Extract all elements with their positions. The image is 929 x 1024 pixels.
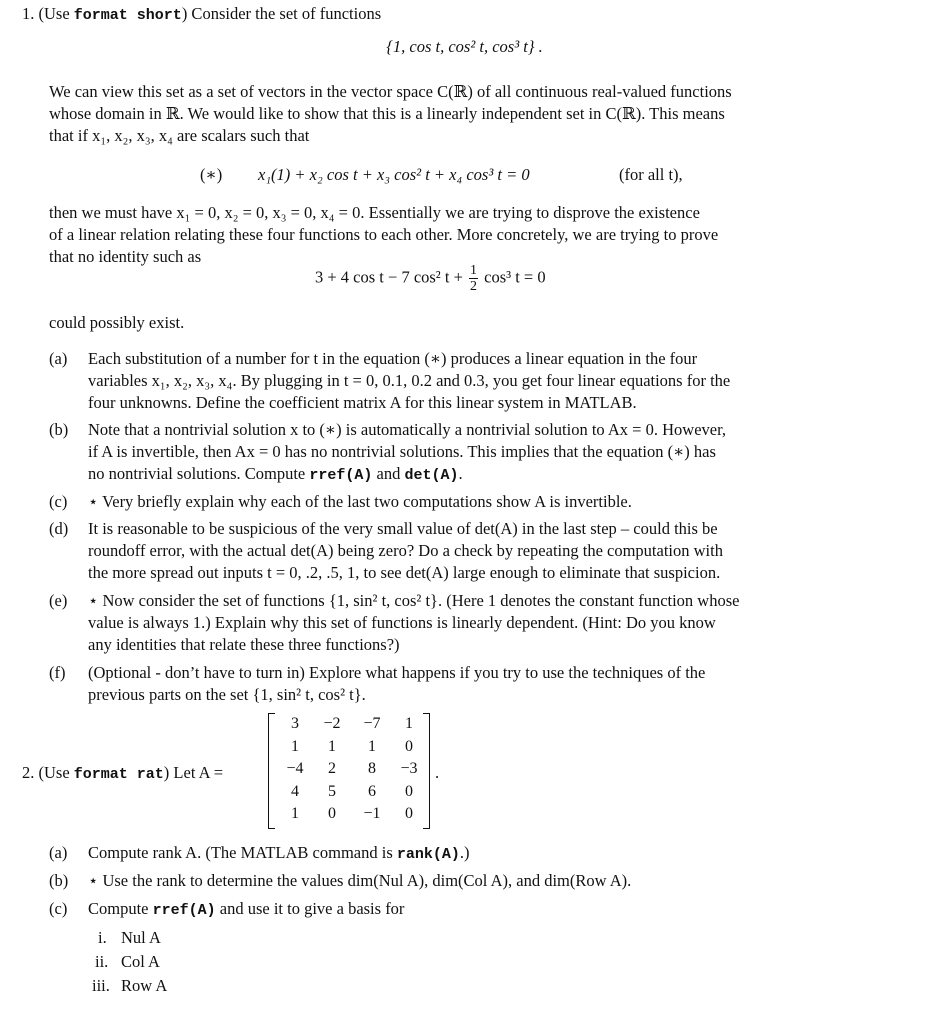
paragraph-line: of a linear relation relating these four functions to each other. More concretely, we are trying to prove [49,225,719,244]
part-d-label: (d) [49,519,69,538]
matrix-a [268,713,430,829]
part-a-line: variables x₁, x₂, x₃, x₄. By plugging in t = 0, 0.1, 0.2 and 0.3, you get four linear equations for the [88,371,731,390]
subitem-text: Nul A [121,928,161,947]
part-e-label: (e) [49,591,68,610]
matrix-cell: 1 [368,737,376,755]
star-equation: x₁(1) + x₂ cos t + x₃ cos² t + x₄ cos³ t = 0 [258,165,530,184]
part-d-line: It is reasonable to be suspicious of the very small value of det(A) in the last step – could this be [88,519,718,538]
part-b-line: Note that a nontrivial solution x to (∗) is automatically a nontrivial solution to Ax = 0. However, [88,420,727,439]
part-c-label: (c) [49,492,68,511]
problem-number: 2. [22,763,35,782]
fraction-denominator: 2 [470,279,478,294]
subitem-text: Col A [121,952,160,971]
matrix-cell: 2 [328,760,336,778]
fraction [469,263,478,294]
subitem-text: Row A [121,976,168,995]
matrix-cell: −2 [323,715,341,732]
matrix-cell: 1 [291,805,299,823]
subitem-label: iii. [92,976,110,995]
matrix-cell: 4 [291,782,299,800]
part-a-line: four unknowns. Define the coefficient matrix A for this linear system in MATLAB. [88,393,637,412]
matrix-cell: 1 [328,737,336,755]
matrix-cell: 1 [405,715,413,732]
star-note: (for all t), [619,165,683,184]
p2-part-a-line [88,843,470,863]
text: no nontrivial solutions. Compute [88,464,310,483]
text: and use it to give a basis for [215,899,405,918]
part-f-line: previous parts on the set {1, sin² t, cos² t}. [88,685,366,704]
p2-part-b-label: (b) [49,871,69,890]
matrix-cell: 0 [405,737,413,755]
matrix-cell: −7 [363,715,381,732]
matrix-cell: 5 [328,782,336,800]
rref-command: rref(A) [309,467,373,484]
format-command: format short [73,7,182,24]
fraction-numerator: 1 [470,263,478,278]
part-e-line: ⋆ Now consider the set of functions {1, sin² t, cos² t}. (Here 1 denotes the constant function whose [88,591,740,610]
matrix-cell: 3 [291,715,299,732]
part-f-label: (f) [49,663,66,682]
p2-part-c-label: (c) [49,899,68,918]
subitem-label: i. [98,928,107,947]
matrix-cell: −1 [363,805,381,823]
matrix-cell: 0 [328,805,336,823]
paragraph-line: that if x₁, x₂, x₃, x₄ are scalars such that [49,126,310,145]
det-command: det(A) [404,467,459,484]
text: . [458,464,463,483]
matrix-cell: −3 [400,760,418,778]
rank-command: rank(A) [396,846,460,863]
format-open: (Use [38,4,74,23]
p2-part-c-line [88,899,404,919]
identity-equation [315,263,546,294]
p2-part-b-line: ⋆ Use the rank to determine the values dim(Nul A), dim(Col A), and dim(Row A). [88,871,632,890]
function-set: {1, cos t, cos² t, cos³ t} . [386,37,543,56]
problem-1-header [22,4,381,24]
text: and [372,464,405,483]
part-b-line: if A is invertible, then Ax = 0 has no nontrivial solutions. This implies that the equation (∗) has [88,442,716,461]
part-c-line: ⋆ Very briefly explain why each of the last two computations show A is invertible. [88,492,632,511]
left-bracket [268,713,275,829]
matrix-cell: 0 [405,782,413,800]
right-bracket [423,713,430,829]
text: .) [459,843,470,862]
format-command: format rat [73,766,164,783]
text: Compute [88,899,153,918]
identity-left: 3 + 4 cos t − 7 cos² t + [315,267,463,287]
matrix-cell: 8 [368,760,376,778]
part-d-line: roundoff error, with the actual det(A) being zero? Do a check by repeating the computation with [88,541,723,560]
matrix-cell: −4 [286,760,304,778]
matrix-cell: 1 [291,737,299,755]
rref-command: rref(A) [152,902,216,919]
problem-2-header [22,763,223,783]
matrix-cell: 6 [368,782,376,800]
p2-part-a-label: (a) [49,843,68,862]
paragraph-line: then we must have x₁ = 0, x₂ = 0, x₃ = 0, x₄ = 0. Essentially we are trying to disprove the existence [49,203,700,222]
star-label: (∗) [200,165,223,184]
identity-right: cos³ t = 0 [484,267,546,287]
subitem-label: ii. [95,952,109,971]
matrix-period: . [435,763,440,782]
paragraph-line: could possibly exist. [49,313,185,332]
part-e-line: value is always 1.) Explain why this set of functions is linearly dependent. (Hint: Do you know [88,613,716,632]
part-f-line: (Optional - don’t have to turn in) Explore what happens if you try to use the techniques of the [88,663,706,682]
format-open: (Use [38,763,74,782]
format-close: ) Let A = [163,763,224,782]
matrix-grid [278,713,426,826]
part-e-line: any identities that relate these three functions?) [88,635,400,654]
part-b-line-last [88,464,463,484]
part-a-line: Each substitution of a number for t in the equation (∗) produces a linear equation in the four [88,349,698,368]
part-d-line: the more spread out inputs t = 0, .2, .5, 1, to see det(A) large enough to eliminate that suspicion. [88,563,721,582]
text: Compute rank A. (The MATLAB command is [88,843,397,862]
paragraph-line: that no identity such as [49,247,202,266]
paragraph-line: whose domain in ℝ. We would like to show that this is a linearly independent set in C(ℝ). This means [49,104,725,123]
matrix-cell: 0 [405,805,413,823]
part-a-label: (a) [49,349,68,368]
problem-number: 1. [22,4,35,23]
paragraph-line: We can view this set as a set of vectors in the vector space C(ℝ) of all continuous real-valued functions [49,82,732,101]
format-close: ) Consider the set of functions [181,4,382,23]
part-b-label: (b) [49,420,69,439]
